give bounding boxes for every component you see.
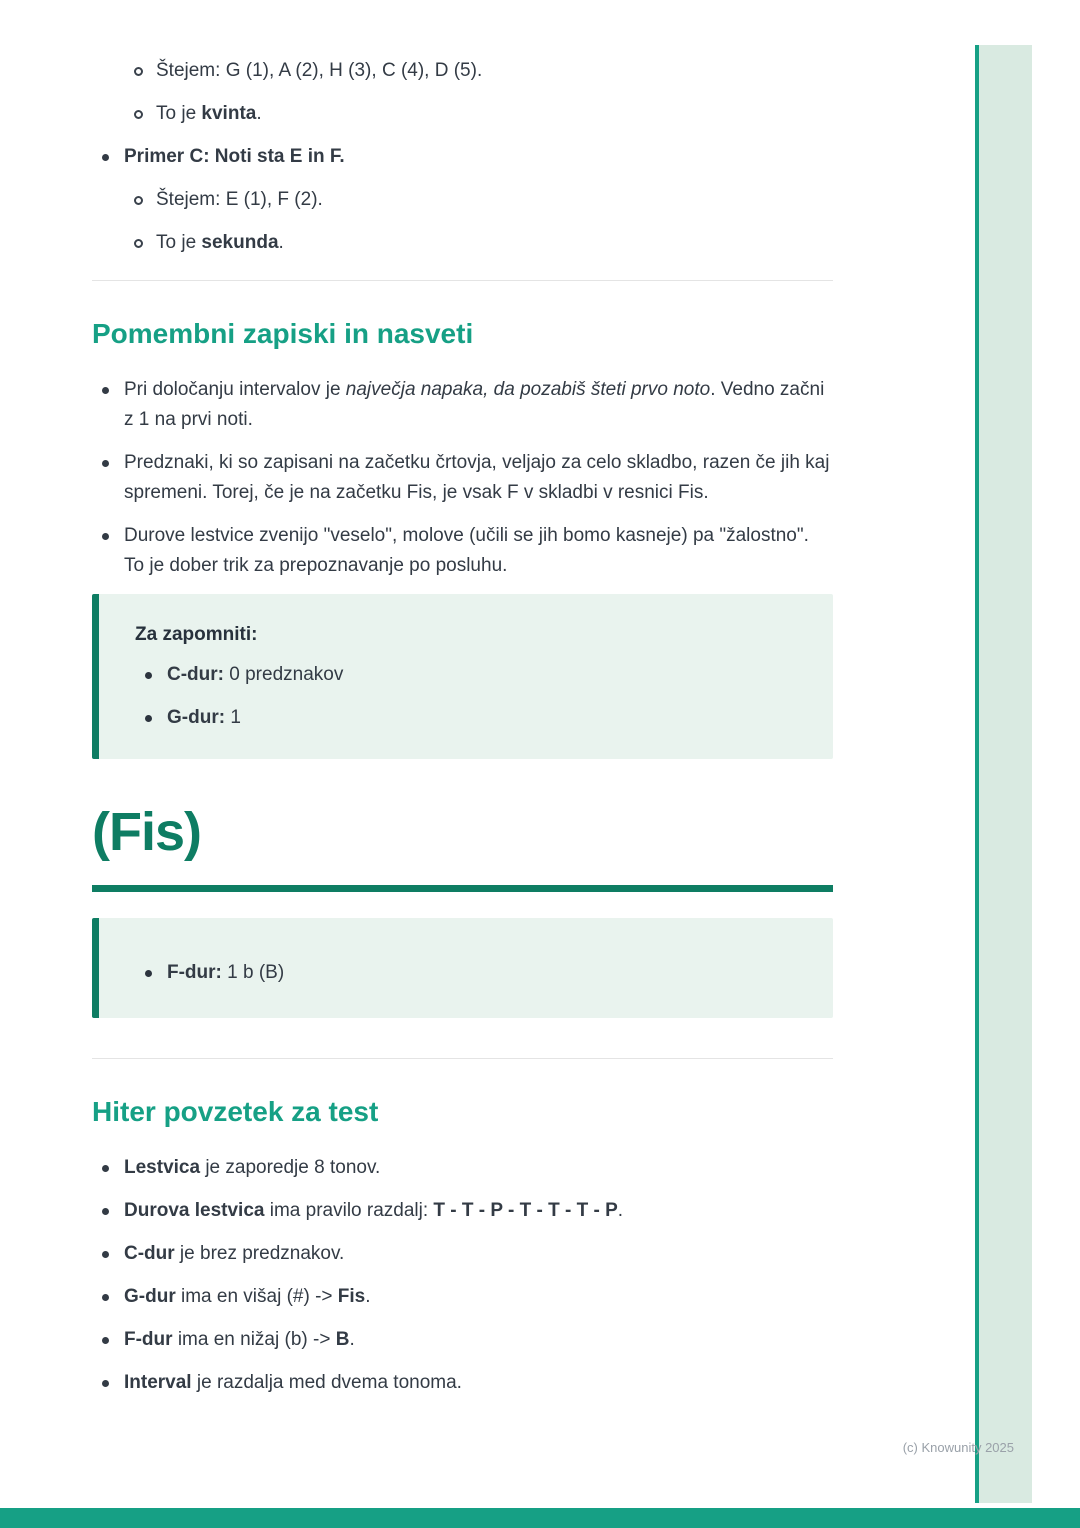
list-item: [92, 228, 833, 258]
bullet-circle-icon: [134, 67, 143, 76]
intro-sub-list-a: [92, 56, 833, 129]
callout-list: [135, 958, 797, 988]
bullet-disc-icon: [102, 460, 109, 467]
list-item: [92, 375, 833, 435]
bottom-accent-bar: [0, 1508, 1080, 1528]
list-item-text: Štejem: E (1), F (2).: [156, 189, 323, 210]
list-item: [92, 1153, 833, 1183]
list-item-text: F-dur: 1 b (B): [167, 962, 285, 983]
list-item-text: C-dur je brez predznakov.: [124, 1243, 345, 1264]
bullet-disc-icon: [102, 387, 109, 394]
list-item: [92, 448, 833, 508]
bullet-disc-icon: [145, 672, 152, 679]
bullet-disc-icon: [102, 1251, 109, 1258]
copyright-text: (c) Knowunity 2025: [902, 1440, 1014, 1455]
section-divider: [92, 1058, 833, 1059]
bullet-disc-icon: [102, 1337, 109, 1344]
list-item: [135, 660, 797, 690]
content-column: [92, 0, 833, 1411]
list-item-text: To je kvinta.: [156, 103, 262, 124]
bullet-disc-icon: [102, 1165, 109, 1172]
list-item-text: Interval je razdalja med dvema tonoma.: [124, 1372, 462, 1393]
bullet-disc-icon: [102, 1208, 109, 1215]
list-item-text: Lestvica je zaporedje 8 tonov.: [124, 1157, 381, 1178]
list-item: [135, 958, 797, 988]
bullet-circle-icon: [134, 110, 143, 119]
bullet-disc-icon: [102, 533, 109, 540]
list-item-text: Durove lestvice zvenijo "veselo", molove (učili se jih bomo kasneje) pa "žalostno". To je dober trik za prepoznavanje po posluhu.: [124, 525, 809, 576]
remember-callout: [92, 594, 833, 759]
bullet-disc-icon: [145, 970, 152, 977]
next-page-preview: [975, 45, 1032, 1503]
list-item-text: Primer C: Noti sta E in F.: [124, 146, 345, 167]
list-item-text: Predznaki, ki so zapisani na začetku črtovja, veljajo za celo skladbo, razen če jih kaj spremeni. Torej, če je na začetku Fis, je vsak F v skladbi v resnici Fis.: [124, 452, 830, 503]
list-item-text: Durova lestvica ima pravilo razdalj: T - T - P - T - T - T - P.: [124, 1200, 624, 1221]
callout-list: [135, 660, 797, 733]
summary-section-title: Hiter povzetek za test: [92, 1096, 379, 1127]
bullet-disc-icon: [102, 1294, 109, 1301]
bullet-disc-icon: [145, 715, 152, 722]
bullet-disc-icon: [102, 154, 109, 161]
list-item: [92, 1368, 833, 1398]
list-item: [135, 703, 797, 733]
fis-heading: (Fis): [92, 802, 201, 862]
list-item: [92, 1239, 833, 1269]
callout-title: Za zapomniti:: [135, 624, 258, 645]
list-item: [92, 142, 833, 172]
list-item: [92, 1282, 833, 1312]
list-item-text: F-dur ima en nižaj (b) -> B.: [124, 1329, 355, 1350]
heading-underline-bar: [92, 885, 833, 892]
bullet-circle-icon: [134, 196, 143, 205]
list-item-text: G-dur ima en višaj (#) -> Fis.: [124, 1286, 371, 1307]
list-item: [92, 1325, 833, 1355]
intro-list: [92, 142, 833, 172]
list-item: [92, 99, 833, 129]
list-item-text: Štejem: G (1), A (2), H (3), C (4), D (5).: [156, 60, 483, 81]
list-item: [92, 185, 833, 215]
section-divider: [92, 280, 833, 281]
fdur-callout: [92, 918, 833, 1018]
list-item-text: C-dur: 0 predznakov: [167, 664, 344, 685]
summary-list: [92, 1153, 833, 1398]
list-item-text: To je sekunda.: [156, 232, 284, 253]
bullet-circle-icon: [134, 239, 143, 248]
list-item-text: Pri določanju intervalov je največja napaka, da pozabiš šteti prvo noto. Vedno začni z 1 na prvi noti.: [124, 379, 825, 430]
list-item: [92, 521, 833, 581]
notes-section-title: Pomembni zapiski in nasveti: [92, 318, 474, 349]
list-item: [92, 56, 833, 86]
list-item: [92, 1196, 833, 1226]
notes-list: [92, 375, 833, 581]
intro-sub-list-b: [92, 185, 833, 258]
bullet-disc-icon: [102, 1380, 109, 1387]
list-item-text: G-dur: 1: [167, 707, 241, 728]
